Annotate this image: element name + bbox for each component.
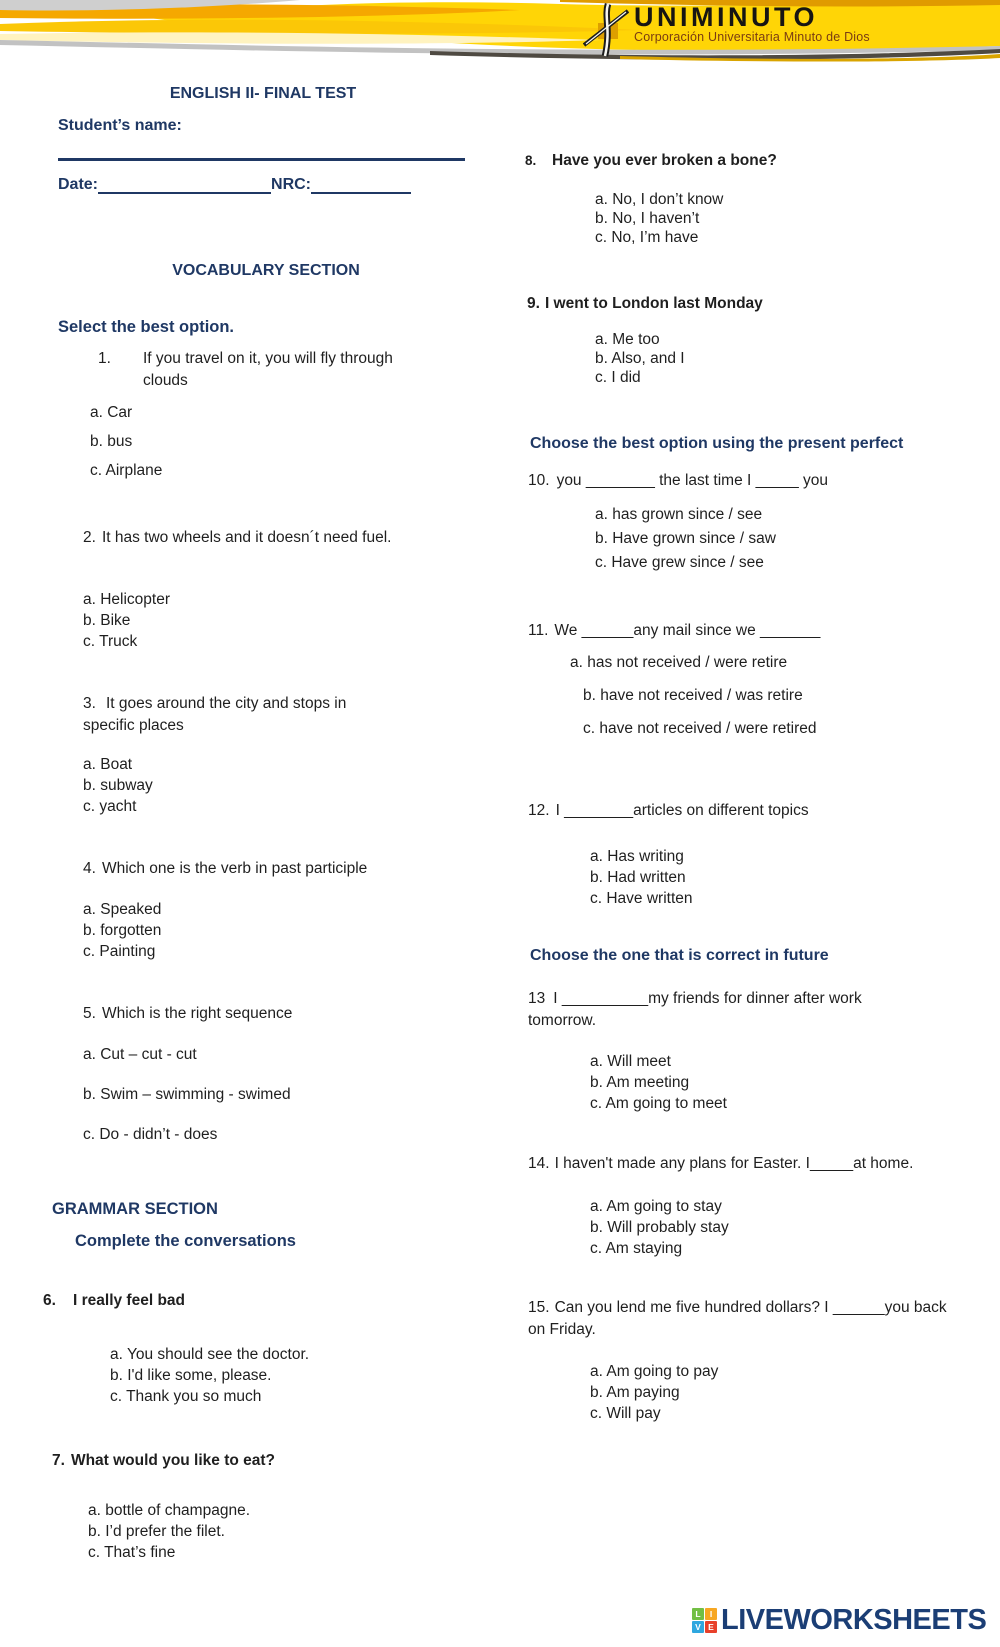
- question-13: [528, 988, 928, 1032]
- question-8-option-a[interactable]: a. No, I don’t know: [595, 191, 724, 208]
- student-name-field[interactable]: [58, 158, 465, 161]
- page-title: ENGLISH II- FINAL TEST: [169, 85, 357, 102]
- question-3-option-b[interactable]: b. subway: [83, 777, 153, 794]
- question-5-options: [83, 1045, 291, 1144]
- question-2-option-c[interactable]: c. Truck: [83, 633, 138, 650]
- liveworksheets-logo[interactable]: [692, 1606, 986, 1635]
- question-3: [83, 693, 401, 737]
- question-3-option-c[interactable]: c. yacht: [83, 798, 137, 815]
- question-10-options: [595, 505, 776, 572]
- question-15-options: [590, 1362, 718, 1423]
- question-2-option-a[interactable]: a. Helicopter: [83, 591, 171, 608]
- question-14-number: 14.: [528, 1155, 550, 1172]
- question-1-text: If you travel on it, you will fly through clouds: [143, 350, 393, 389]
- question-10: [528, 470, 968, 492]
- question-5-option-b[interactable]: b. Swim – swimming - swimed: [83, 1086, 291, 1103]
- question-2-text: It has two wheels and it doesn´t need fuel.: [101, 529, 392, 546]
- question-11-option-c[interactable]: c. have not received / were retired: [583, 720, 817, 737]
- question-8-option-b[interactable]: b. No, I haven’t: [595, 210, 700, 227]
- question-15-option-c[interactable]: c. Will pay: [590, 1405, 661, 1422]
- question-1-option-b[interactable]: b. bus: [90, 433, 133, 450]
- question-15-text: Can you lend me five hundred dollars? I ______you back on Friday.: [528, 1299, 947, 1338]
- question-11-text: We ______any mail since we _______: [554, 622, 821, 639]
- question-4-text: Which one is the verb in past participle: [101, 860, 368, 877]
- question-7-number: 7.: [52, 1452, 65, 1469]
- question-15: [528, 1297, 953, 1341]
- question-5: [83, 1003, 453, 1025]
- question-4-option-a[interactable]: a. Speaked: [83, 901, 162, 918]
- question-9-number: 9.: [527, 295, 540, 312]
- liveworksheets-icon: [692, 1608, 717, 1633]
- question-10-text: you ________ the last time I _____ you: [556, 472, 829, 489]
- question-11: [528, 620, 968, 642]
- future-heading: Choose the one that is correct in future: [530, 947, 829, 964]
- question-12-text: I ________articles on different topics: [555, 802, 809, 819]
- question-14-option-a[interactable]: a. Am going to stay: [590, 1198, 722, 1215]
- question-12: [528, 800, 968, 822]
- header-banner: [0, 0, 1000, 62]
- question-15-number: 15.: [528, 1299, 550, 1316]
- question-13-option-a[interactable]: a. Will meet: [590, 1053, 671, 1070]
- liveworksheets-wordmark: LIVEWORKSHEETS: [721, 1604, 987, 1636]
- vocabulary-instruction: Select the best option.: [58, 318, 235, 336]
- question-14-option-b[interactable]: b. Will probably stay: [590, 1219, 729, 1236]
- question-6-option-b[interactable]: b. I'd like some, please.: [110, 1367, 272, 1384]
- question-6: [43, 1290, 403, 1312]
- grammar-instruction: Complete the conversations: [75, 1232, 296, 1250]
- logo-square-v: V: [692, 1621, 704, 1633]
- question-11-options: [570, 653, 816, 738]
- question-2: [83, 527, 403, 549]
- question-10-option-b[interactable]: b. Have grown since / saw: [595, 530, 776, 547]
- question-14-options: [590, 1197, 729, 1258]
- question-12-option-b[interactable]: b. Had written: [590, 869, 686, 886]
- question-12-number: 12.: [528, 802, 550, 819]
- question-9-options: [595, 330, 685, 387]
- date-nrc-row: [58, 175, 411, 194]
- question-10-number: 10.: [528, 472, 550, 489]
- question-6-options: [110, 1345, 309, 1406]
- question-5-option-a[interactable]: a. Cut – cut - cut: [83, 1046, 197, 1063]
- question-1: [98, 348, 420, 392]
- question-9-option-b[interactable]: b. Also, and I: [595, 350, 685, 367]
- question-7-options: [88, 1501, 250, 1562]
- question-3-options: [83, 755, 153, 816]
- question-9-option-a[interactable]: a. Me too: [595, 331, 660, 348]
- question-13-text: I __________my friends for dinner after work tomorrow.: [528, 990, 862, 1029]
- brand-tagline: Corporación Universitaria Minuto de Dios: [634, 30, 870, 44]
- grammar-section-heading: GRAMMAR SECTION: [52, 1200, 218, 1218]
- question-4-option-b[interactable]: b. forgotten: [83, 922, 162, 939]
- question-10-option-c[interactable]: c. Have grew since / see: [595, 554, 764, 571]
- question-9: [527, 293, 947, 315]
- question-14: [528, 1153, 988, 1175]
- question-1-option-a[interactable]: a. Car: [90, 404, 133, 421]
- question-5-number: 5.: [83, 1005, 96, 1022]
- question-8: [525, 150, 945, 172]
- nrc-field[interactable]: [311, 175, 411, 194]
- question-8-number: 8.: [525, 153, 537, 168]
- question-7-text: What would you like to eat?: [70, 1452, 276, 1469]
- question-8-text: Have you ever broken a bone?: [552, 152, 777, 169]
- question-4-number: 4.: [83, 860, 96, 877]
- question-5-option-c[interactable]: c. Do - didn’t - does: [83, 1126, 218, 1143]
- uniminuto-logo: [583, 3, 870, 57]
- question-7-option-b[interactable]: b. I’d prefer the filet.: [88, 1523, 225, 1540]
- uniminuto-cross-icon: [583, 3, 629, 57]
- date-label: Date:: [58, 176, 99, 193]
- question-6-option-a[interactable]: a. You should see the doctor.: [110, 1346, 310, 1363]
- question-14-option-c[interactable]: c. Am staying: [590, 1240, 683, 1257]
- vocabulary-section-heading: VOCABULARY SECTION: [172, 262, 360, 279]
- question-3-text: It goes around the city and stops in specific places: [83, 695, 347, 734]
- question-13-number: 13: [528, 990, 546, 1007]
- question-14-text: I haven't made any plans for Easter. I_____at home.: [554, 1155, 914, 1172]
- question-12-options: [590, 847, 693, 908]
- question-2-number: 2.: [83, 529, 96, 546]
- question-6-option-c[interactable]: c. Thank you so much: [110, 1388, 262, 1405]
- nrc-label: NRC:: [271, 176, 312, 193]
- question-10-option-a[interactable]: a. has grown since / see: [595, 506, 763, 523]
- student-name-label: Student’s name:: [58, 117, 182, 134]
- question-2-option-b[interactable]: b. Bike: [83, 612, 131, 629]
- question-2-options: [83, 590, 170, 651]
- question-13-option-c[interactable]: c. Am going to meet: [590, 1095, 727, 1112]
- question-13-options: [590, 1052, 727, 1113]
- question-12-option-a[interactable]: a. Has writing: [590, 848, 684, 865]
- question-7: [52, 1450, 452, 1472]
- question-4-option-c[interactable]: c. Painting: [83, 943, 156, 960]
- question-6-text: I really feel bad: [73, 1292, 185, 1309]
- question-9-text: I went to London last Monday: [544, 295, 763, 312]
- logo-square-i: I: [705, 1608, 717, 1620]
- question-9-option-c[interactable]: c. I did: [595, 369, 641, 386]
- question-1-options: [90, 403, 162, 480]
- question-6-number: 6.: [43, 1292, 56, 1309]
- question-4: [83, 858, 453, 880]
- logo-square-l: L: [692, 1608, 704, 1620]
- question-3-number: 3.: [83, 695, 96, 712]
- question-11-number: 11.: [528, 622, 549, 639]
- question-1-number: 1.: [98, 350, 111, 367]
- question-4-options: [83, 900, 161, 961]
- question-8-options: [595, 190, 723, 247]
- question-11-option-a[interactable]: a. has not received / were retire: [570, 654, 788, 671]
- question-11-option-b[interactable]: b. have not received / was retire: [583, 687, 803, 704]
- question-7-option-c[interactable]: c. That’s fine: [88, 1544, 176, 1561]
- question-12-option-c[interactable]: c. Have written: [590, 890, 693, 907]
- logo-square-e: E: [705, 1621, 717, 1633]
- question-15-option-b[interactable]: b. Am paying: [590, 1384, 680, 1401]
- question-1-option-c[interactable]: c. Airplane: [90, 462, 163, 479]
- present-perfect-heading: Choose the best option using the present perfect: [530, 435, 904, 452]
- question-3-option-a[interactable]: a. Boat: [83, 756, 133, 773]
- question-8-option-c[interactable]: c. No, I’m have: [595, 229, 699, 246]
- date-field[interactable]: [98, 175, 271, 194]
- question-7-option-a[interactable]: a. bottle of champagne.: [88, 1502, 251, 1519]
- question-13-option-b[interactable]: b. Am meeting: [590, 1074, 690, 1091]
- question-5-text: Which is the right sequence: [101, 1005, 293, 1022]
- brand-name: UNIMINUTO: [634, 2, 818, 32]
- question-15-option-a[interactable]: a. Am going to pay: [590, 1363, 719, 1380]
